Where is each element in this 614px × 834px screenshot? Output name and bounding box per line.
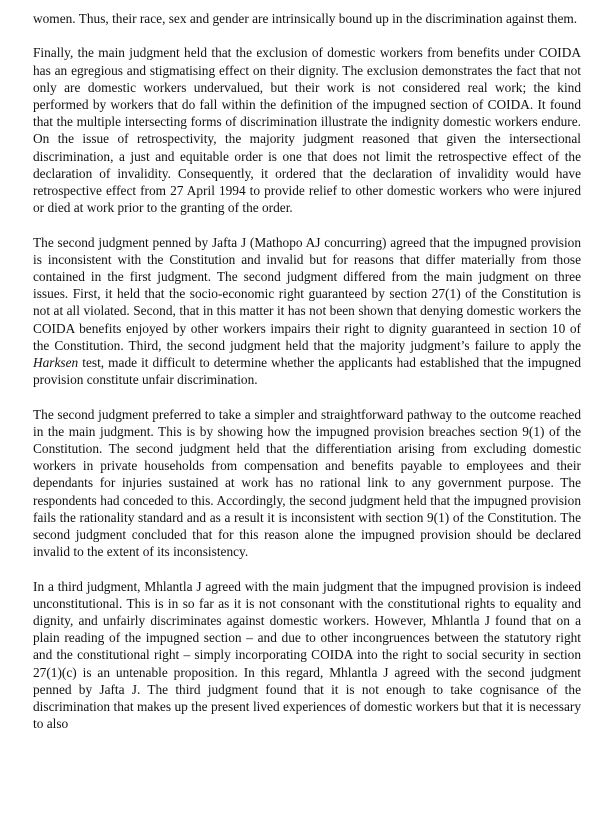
paragraph-5 [33, 578, 581, 733]
document-page [33, 10, 581, 732]
paragraph-2 [33, 44, 581, 216]
paragraph-4-text: The second judgment preferred to take a simpler and straightforward pathway to the outcome reached in the main judgment. This is by showing how the impugned provision breaches section 9(1) of the Constitution. The second judgment held that the differentiation arising from excluding domestic workers in private households from compensation and benefits payable to employees and their dependants for injuries sustained at work has no rational link to any government purpose. The respondents had conceded to this. Accordingly, the second judgment held that the impugned provision fails the rationality standard and as a result it is inconsistent with section 9(1) of the Constitution. The second judgment concluded that for this reason alone the impugned provision should be declared invalid to the extent of its inconsistency. [33, 406, 581, 560]
paragraph-4 [33, 406, 581, 561]
paragraph-1-text: women. Thus, their race, sex and gender are intrinsically bound up in the discrimination against them. [33, 11, 578, 26]
paragraph-3-text-a: The second judgment penned by Jafta J (Mathopo AJ concurring) agreed that the impugned provision is inconsistent with the Constitution and invalid but for reasons that differ materially from those contained in the first judgment. The second judgment differed from the main judgment on three issues. First, it held that the socio-economic right guaranteed by section 27(1) of the Constitution is not at all violated. Second, that in this matter it has not been shown that denying domestic workers the COIDA benefits enjoyed by other workers impairs their right to dignity guaranteed in section 10 of the Constitution. Third, the second judgment held that the majority judgment’s failure to apply the [33, 234, 581, 353]
paragraph-2-text: Finally, the main judgment held that the exclusion of domestic workers from benefits under COIDA has an egregious and stigmatising effect on their dignity. The exclusion demonstrates the fact that not only are domestic workers undervalued, but their work is not considered real work; the kind performed by workers that do fall within the definition of the impugned section of COIDA. It found that the multiple intersecting forms of discrimination illustrate the indignity domestic workers endure. On the issue of retrospectivity, the majority judgment reasoned that given the intersectional discrimination, a just and equitable order is one that does not limit the retrospective effect of the declaration of invalidity. Consequently, it ordered that the declaration of invalidity would have retrospective effect from 27 April 1994 to provide relief to other domestic workers who were injured or died at work prior to the granting of the order. [33, 45, 581, 216]
paragraph-5-text: In a third judgment, Mhlantla J agreed with the main judgment that the impugned provision is indeed unconstitutional. This is in so far as it is not consonant with the constitutional rights to equality and dignity, and unfairly discriminates against domestic workers. However, Mhlantla J found that on a plain reading of the impugned section – and due to other incongruences between the statutory right and the constitutional right – simply incorporating COIDA into the right to social security in section 27(1)(c) is an untenable proposition. In this regard, Mhlantla J agreed with the second judgment penned by Jafta J. The third judgment found that it is not enough to take cognisance of the discrimination that makes up the present lived experiences of domestic workers but that it is necessary to also [33, 578, 581, 732]
case-name-harksen: Harksen [33, 355, 79, 371]
paragraph-3-text-b: test, made it difficult to determine whether the applicants had established that the impugned provision constitute unfair discrimination. [33, 355, 581, 388]
paragraph-3 [33, 234, 581, 389]
paragraph-1 [33, 10, 581, 27]
